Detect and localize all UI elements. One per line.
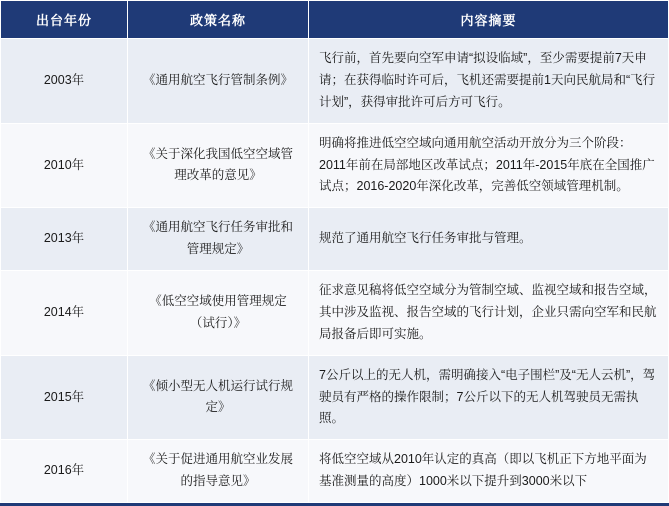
cell-policy-name: 《倾小型无人机运行试行规定》 <box>128 355 309 440</box>
table-row <box>1 208 669 271</box>
cell-policy-name: 《通用航空飞行管制条例》 <box>128 39 309 124</box>
cell-summary: 将低空空域从2010年认定的真高（即以飞机正下方地平面为基准测量的高度）1000米以下提升到3000米以下 <box>309 440 669 503</box>
cell-summary: 明确将推进低空空域向通用航空活动开放分为三个阶段：2011年前在局部地区改革试点；2011年-2015年底在全国推广试点；2016-2020年深化改革，完善低空领域管理机制。 <box>309 123 669 208</box>
column-header-summary: 内容摘要 <box>309 1 669 39</box>
header-row <box>1 1 669 39</box>
cell-year: 2003年 <box>1 39 128 124</box>
cell-policy-name: 《关于促进通用航空业发展的指导意见》 <box>128 440 309 503</box>
column-header-policy-name: 政策名称 <box>128 1 309 39</box>
cell-year: 2013年 <box>1 208 128 271</box>
cell-year: 2016年 <box>1 440 128 503</box>
cell-year: 2015年 <box>1 355 128 440</box>
cell-policy-name: 《通用航空飞行任务审批和管理规定》 <box>128 208 309 271</box>
table-row <box>1 440 669 503</box>
table-row <box>1 39 669 124</box>
table-row <box>1 355 669 440</box>
column-header-year: 出台年份 <box>1 1 128 39</box>
table-row <box>1 271 669 356</box>
cell-year: 2014年 <box>1 271 128 356</box>
table-body <box>1 39 669 503</box>
cell-policy-name: 《低空空域使用管理规定（试行）》 <box>128 271 309 356</box>
cell-policy-name: 《关于深化我国低空空域管理改革的意见》 <box>128 123 309 208</box>
table-row <box>1 123 669 208</box>
table-header <box>1 1 669 39</box>
cell-summary: 规范了通用航空飞行任务审批与管理。 <box>309 208 669 271</box>
cell-summary: 飞行前，首先要向空军申请“拟设临域”，至少需要提前7天申请；在获得临时许可后，飞机还需要提前1天向民航局和“飞行计划”，获得审批许可后方可飞行。 <box>309 39 669 124</box>
cell-year: 2010年 <box>1 123 128 208</box>
cell-summary: 征求意见稿将低空空域分为管制空域、监视空域和报告空域，其中涉及监视、报告空域的飞行计划，企业只需向空军和民航局报备后即可实施。 <box>309 271 669 356</box>
cell-summary: 7公斤以上的无人机，需明确接入“电子围栏”及“无人云机”，驾驶员有严格的操作限制；7公斤以下的无人机驾驶员无需执照。 <box>309 355 669 440</box>
